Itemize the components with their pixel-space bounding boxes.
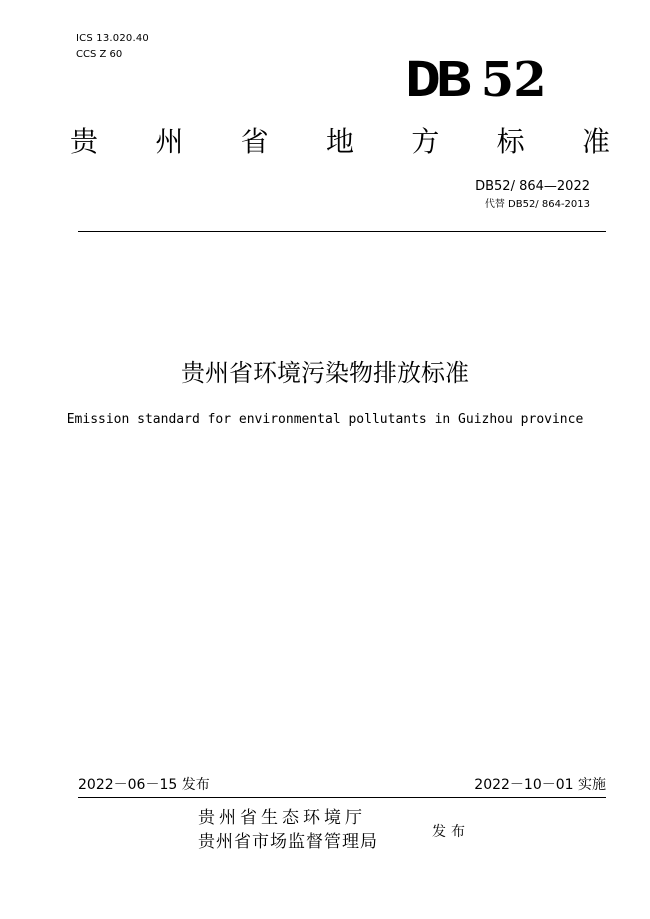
logo-number: 52: [480, 52, 546, 108]
ccs-code: CCS Z 60: [76, 49, 123, 60]
ics-code: ICS 13.020.40: [76, 33, 149, 44]
doc-type-char: 地: [325, 125, 354, 158]
doc-type-char: 准: [581, 125, 610, 158]
doc-type-char: 州: [155, 125, 184, 158]
db-logo: [405, 52, 546, 108]
title-english: Emission standard for environmental pollutants in Guizhou province: [66, 412, 584, 427]
implement-date: 2022－10－01 实施: [474, 777, 606, 793]
footer-divider: [78, 797, 606, 798]
issuers: [198, 806, 378, 854]
issuer-market-regulation-bureau: 贵州省市场监督管理局: [198, 832, 378, 852]
logo-db-text: DB: [405, 52, 468, 108]
doc-type-char: 方: [411, 125, 440, 158]
replaces-note: 代替 DB52/ 864-2013: [484, 199, 590, 210]
doc-type-char: 省: [240, 125, 269, 158]
release-label: 发布: [432, 824, 470, 840]
doc-type-char: 标: [496, 125, 525, 158]
document-number: DB52/ 864—2022: [475, 179, 590, 194]
title-chinese: 贵州省环境污染物排放标准: [181, 359, 469, 387]
publish-date: 2022－06－15 发布: [78, 777, 210, 793]
document-type: [70, 122, 610, 162]
header-divider: [78, 231, 606, 232]
issuer-ecology-department: 贵州省生态环境厅: [198, 808, 366, 828]
doc-type-char: 贵: [70, 125, 99, 158]
